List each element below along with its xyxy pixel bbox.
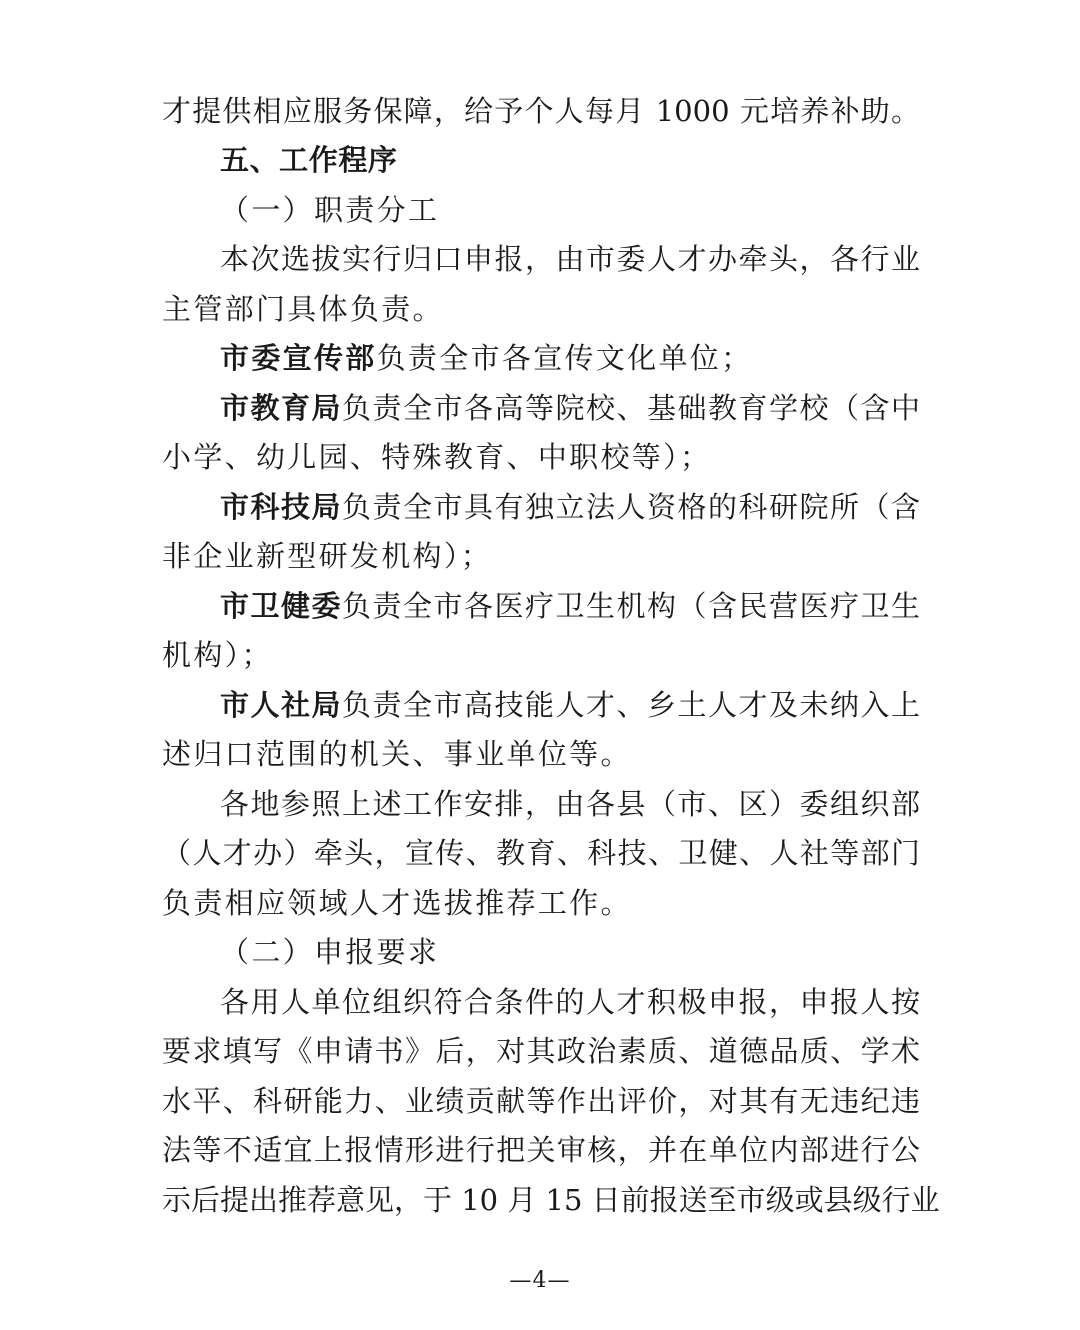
department-duty-text: 负责全市各医疗卫生机构（含民营医疗卫生: [342, 589, 920, 623]
body-text-line: 示后提出推荐意见，于 10 月 15 日前报送至市级或县级行业: [162, 1183, 940, 1217]
department-duty-text: 负责全市各高等院校、基础教育学校（含中: [342, 391, 920, 425]
body-text-line: 各用人单位组织符合条件的人才积极申报，申报人按: [220, 985, 920, 1019]
body-text-line: （人才办）牵头，宣传、教育、科技、卫健、人社等部门: [162, 836, 920, 870]
body-text-line: 要求填写《申请书》后，对其政治素质、道德品质、学术: [162, 1034, 920, 1068]
department-duty-hr: [220, 680, 920, 730]
body-text-line: 机构）；: [162, 638, 273, 672]
department-name: 市科技局: [220, 490, 342, 524]
body-text-line: 本次选拔实行归口申报，由市委人才办牵头，各行业: [220, 242, 920, 276]
body-text-line: 负责相应领域人才选拔推荐工作。: [162, 886, 632, 920]
department-duty-health: [220, 581, 920, 631]
department-duty-text: 负责全市具有独立法人资格的科研院所（含: [342, 490, 920, 524]
department-duty-science: [220, 482, 920, 532]
department-duty-text: 负责全市高技能人才、乡土人才及未纳入上: [342, 688, 920, 722]
department-duty-text: 负责全市各宣传文化单位；: [376, 341, 753, 375]
department-name: 市卫健委: [220, 589, 342, 623]
body-text-line: 主管部门具体负责。: [162, 292, 444, 326]
section-heading-work-procedure: 五、工作程序: [220, 143, 398, 177]
department-duty-propaganda: [220, 333, 920, 383]
subsection-heading-duties: （一）职责分工: [220, 193, 440, 227]
body-text-line: 述归口范围的机关、事业单位等。: [162, 737, 632, 771]
body-text-line: 法等不适宜上报情形进行把关审核，并在单位内部进行公: [162, 1133, 920, 1167]
page-number: —4—: [509, 1268, 571, 1293]
department-name: 市教育局: [220, 391, 342, 425]
subsection-heading-requirements: （二）申报要求: [220, 935, 440, 969]
body-text-line: 非企业新型研发机构）；: [162, 539, 493, 573]
department-name: 市人社局: [220, 688, 342, 722]
body-text-line: 各地参照上述工作安排，由各县（市、区）委组织部: [220, 787, 920, 821]
body-text-line: 才提供相应服务保障，给予个人每月 1000 元培养补助。: [162, 94, 920, 128]
body-text-line: 水平、科研能力、业绩贡献等作出评价，对其有无违纪违: [162, 1084, 920, 1118]
body-text-line: 小学、幼儿园、特殊教育、中职校等）；: [162, 440, 712, 474]
department-name: 市委宣传部: [220, 341, 377, 375]
department-duty-education: [220, 383, 920, 433]
